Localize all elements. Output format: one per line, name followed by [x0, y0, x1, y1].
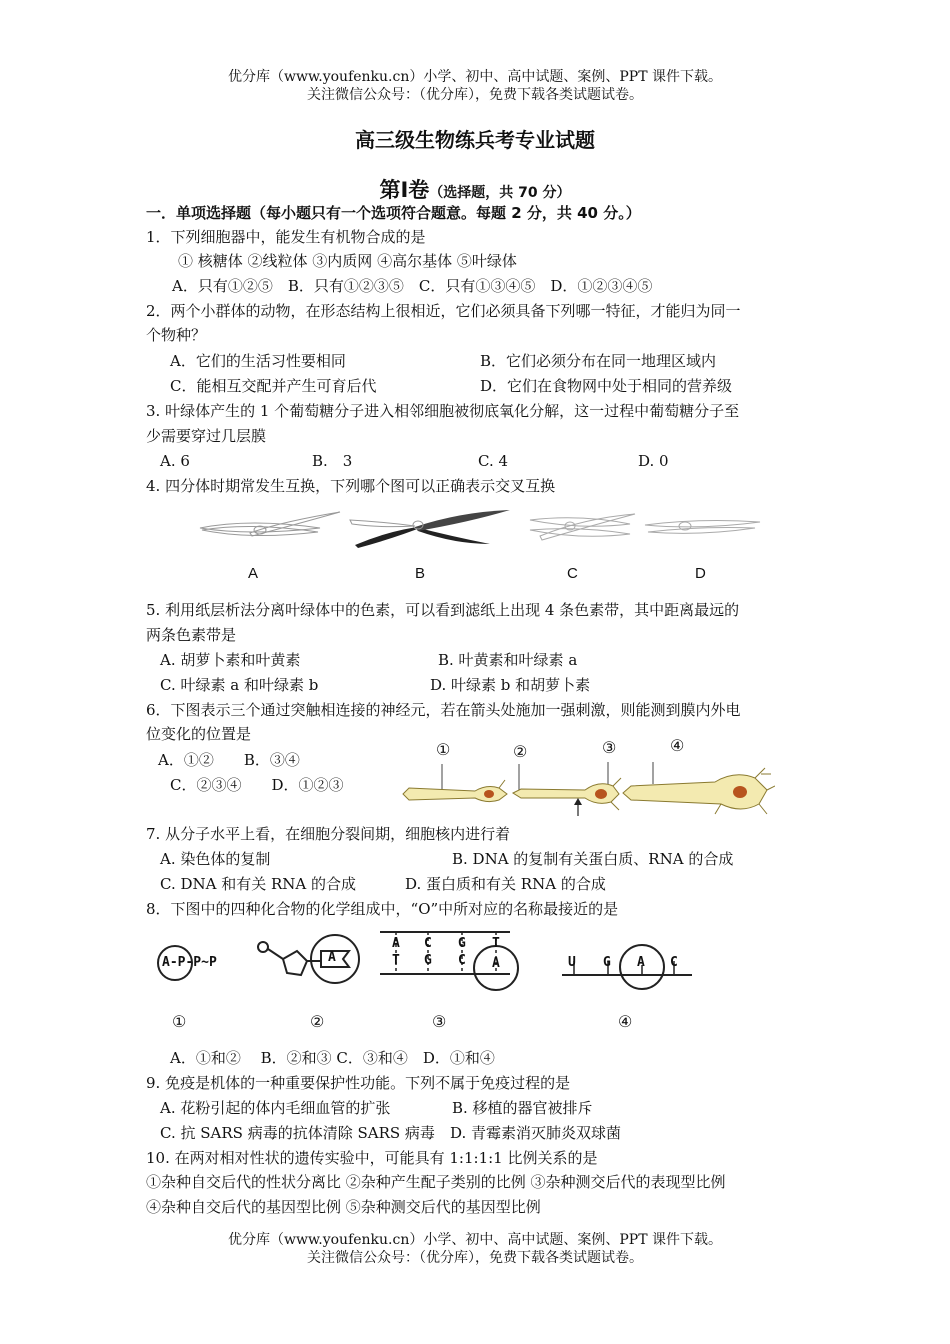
q5-option-d: D. 叶绿素 b 和胡萝卜素	[430, 676, 591, 694]
dna-top-1: C	[424, 936, 432, 951]
q9-option-a: A. 花粉引起的体内毛细血管的扩张	[160, 1099, 391, 1117]
q8-options: A．①和② B．②和③ C．③和④ D．①和④	[170, 1049, 495, 1067]
q10-line-2: ④杂种自交后代的基因型比例 ⑤杂种测交后代的基因型比例	[146, 1198, 541, 1216]
rna-base-0: U	[568, 955, 576, 970]
tetrad-a	[200, 512, 340, 536]
q4-label-a: A	[248, 565, 259, 582]
q8-fig-label-2: ②	[310, 1012, 325, 1031]
q6-stem-1: 6．下图表示三个通过突触相连接的神经元，若在箭头处施加一强刺激，则能测到膜内外电	[146, 701, 741, 719]
neuron-marker-2: ②	[513, 742, 528, 761]
q7-stem: 7. 从分子水平上看，在细胞分裂间期，细胞核内进行着	[146, 825, 511, 843]
rna-base-2: A	[637, 955, 645, 970]
neuron-diagram	[395, 760, 775, 820]
header-line-2: 关注微信公众号：（优分库），免费下载各类试题试卷。	[307, 87, 643, 103]
q10-line-1: ①杂种自交后代的性状分离比 ②杂种产生配子类别的比例 ③杂种测交后代的表现型比例	[146, 1173, 726, 1191]
q2-stem-1: 2．两个小群体的动物，在形态结构上很相近，它们必须具备下列哪一特征，才能归为同一	[146, 302, 741, 320]
q2-stem-2: 个物种？	[146, 326, 207, 344]
q4-stem: 4. 四分体时期常发生互换，下列哪个图可以正确表示交叉互换	[146, 477, 556, 495]
q5-stem-2: 两条色素带是	[146, 626, 237, 644]
q9-option-d: D. 青霉素消灭肺炎双球菌	[450, 1124, 622, 1142]
q10-stem: 10. 在两对相对性状的遗传实验中，可能具有 1:1:1:1 比例关系的是	[146, 1149, 598, 1167]
neuron-marker-3: ③	[602, 738, 617, 757]
tetrad-b	[350, 510, 510, 548]
q8-nucleotide	[255, 925, 365, 1000]
q1-options: A．只有①②⑤ B．只有①②③⑤ C．只有①③④⑤ D．①②③④⑤	[172, 277, 653, 295]
q5-option-c: C. 叶绿素 a 和叶绿素 b	[160, 676, 319, 694]
q2-option-a: A．它们的生活习性要相同	[170, 352, 346, 370]
q2-option-d: D．它们在食物网中处于相同的营养级	[480, 377, 733, 395]
q3-option-b: B. 3	[312, 452, 353, 470]
dna-bottom-3: A	[492, 956, 500, 971]
q5-option-b: B. 叶黄素和叶绿素 a	[438, 651, 578, 669]
q4-label-d: D	[695, 565, 706, 582]
q4-label-b: B	[415, 565, 426, 582]
q7-option-a: A. 染色体的复制	[160, 850, 271, 868]
q6-stem-2: 位变化的位置是	[146, 725, 252, 743]
tetrad-d	[645, 521, 760, 534]
q8-fig-label-1: ①	[172, 1012, 187, 1031]
rna-base-3: C	[670, 955, 678, 970]
footer-line-2: 关注微信公众号：（优分库），免费下载各类试题试卷。	[307, 1250, 643, 1266]
footer-line-1: 优分库（www.youfenku.cn）小学、初中、高中试题、案例、PPT 课件下载。	[227, 1232, 722, 1248]
q4-label-c: C	[567, 565, 578, 582]
q8-rna-figure	[560, 935, 700, 1000]
q1-items: ① 核糖体 ②线粒体 ③内质网 ④高尔基体 ⑤叶绿体	[178, 252, 517, 270]
rna-base-1: G	[603, 955, 611, 970]
q8-dna-figure	[378, 928, 528, 1003]
q3-stem-2: 少需要穿过几层膜	[146, 427, 267, 445]
q9-option-b: B. 移植的器官被排斥	[452, 1099, 593, 1117]
q7-option-b: B. DNA 的复制有关蛋白质、RNA 的合成	[452, 850, 734, 868]
part-name: 第Ⅰ卷	[379, 178, 430, 202]
q8-stem: 8．下图中的四种化合物的化学组成中，“O”中所对应的名称最接近的是	[146, 900, 619, 918]
chromosome-figure	[190, 500, 770, 560]
q5-option-a: A. 胡萝卜素和叶黄素	[160, 651, 301, 669]
section-heading: 一．单项选择题（每小题只有一个选项符合题意。每题 2 分，共 40 分。）	[146, 204, 641, 222]
dna-bottom-1: G	[424, 953, 432, 968]
q9-stem: 9. 免疫是机体的一种重要保护性功能。下列不属于免疫过程的是	[146, 1074, 571, 1092]
part-heading	[0, 174, 950, 204]
q8-atp-formula: A-P-P~P	[162, 955, 217, 970]
q2-option-b: B．它们必须分布在同一地理区域内	[480, 352, 717, 370]
header-line-1: 优分库（www.youfenku.cn）小学、初中、高中试题、案例、PPT 课件下载。	[227, 69, 722, 85]
dna-top-2: G	[458, 936, 466, 951]
dna-bottom-0: T	[392, 953, 400, 968]
q3-stem-1: 3. 叶绿体产生的 1 个葡萄糖分子进入相邻细胞被彻底氧化分解，这一过程中葡萄糖分子至	[146, 402, 740, 420]
dna-bottom-2: C	[458, 953, 466, 968]
neuron-marker-1: ①	[436, 740, 451, 759]
q7-option-c: C. DNA 和有关 RNA 的合成	[160, 875, 357, 893]
q3-option-a: A. 6	[160, 452, 190, 470]
neuron-marker-4: ④	[670, 736, 685, 755]
q6-options-ab: A．①② B．③④	[158, 751, 300, 769]
part-note: （选择题，共 70 分）	[429, 185, 571, 201]
q5-stem-1: 5. 利用纸层析法分离叶绿体中的色素，可以看到滤纸上出现 4 条色素带，其中距离最远的	[146, 601, 740, 619]
q6-options-cd: C．②③④ D．①②③	[170, 776, 344, 794]
q2-option-c: C．能相互交配并产生可育后代	[170, 377, 377, 395]
q7-option-d: D. 蛋白质和有关 RNA 的合成	[405, 875, 606, 893]
q3-option-c: C. 4	[478, 452, 509, 470]
q8-fig-label-4: ④	[618, 1012, 633, 1031]
dna-top-3: T	[492, 936, 500, 951]
dna-top-0: A	[392, 936, 400, 951]
q8-nucleotide-base: A	[328, 950, 336, 965]
page-title: 高三级生物练兵考专业试题	[355, 128, 595, 152]
q8-fig-label-3: ③	[432, 1012, 447, 1031]
q3-option-d: D. 0	[638, 452, 669, 470]
q9-option-c: C. 抗 SARS 病毒的抗体清除 SARS 病毒	[160, 1124, 435, 1142]
tetrad-c	[530, 514, 635, 540]
q1-stem: 1．下列细胞器中，能发生有机物合成的是	[146, 228, 426, 246]
